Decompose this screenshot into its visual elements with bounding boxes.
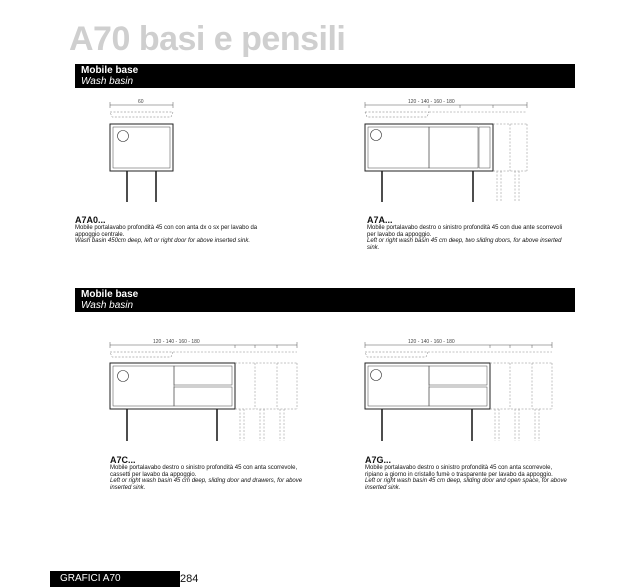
- page-title: A70 basi e pensili: [69, 20, 346, 58]
- footer-label: GRAFICI A70: [50, 571, 180, 587]
- item-description-en: Left or right wash basin 45 cm deep, sliding door and drawers, for above inserted sink.: [110, 478, 303, 491]
- drawing-a7a0: [105, 98, 185, 210]
- item-description-a7g: [365, 455, 570, 491]
- item-code: A7C...: [110, 455, 136, 465]
- section-header-title: Mobile base: [81, 289, 139, 300]
- item-code: A7G...: [365, 455, 392, 465]
- dimension-label: 120 - 140 - 160 - 180: [408, 99, 455, 105]
- item-description-it: Mobile portalavabo destro o sinistro profondità 45 con anta scorrevole, ripiano a giorno in cristallo fumè o trasparente per lavabo da appoggio.: [365, 465, 553, 478]
- item-description-en: Left or right wash basin 45 cm deep, two sliding doors, for above inserted sink.: [367, 238, 562, 251]
- section-header-subtitle: Wash basin: [81, 76, 134, 87]
- dimension-label: 120 - 140 - 160 - 180: [408, 339, 455, 345]
- item-description-a7a0: [75, 215, 280, 245]
- section-header-1: [75, 64, 575, 88]
- dimension-label: 60: [138, 99, 144, 105]
- page-number: 284: [180, 573, 199, 585]
- item-description-it: Mobile portalavabo destro o sinistro profondità 45 con anta scorrevole, cassetti per lavabo da appoggio.: [110, 465, 298, 478]
- item-description-en: Left or right wash basin 45 cm deep, sliding door and open space, for above inserted sink.: [365, 478, 567, 491]
- item-code: A7A0...: [75, 215, 106, 225]
- drawing-a7c: [105, 338, 305, 450]
- section-header-2: [75, 288, 575, 312]
- item-description-it: Mobile portalavabo destro o sinistro profondità 45 con due ante scorrevoli per lavabo da appoggio.: [367, 225, 563, 238]
- section-header-title: Mobile base: [81, 65, 139, 76]
- drawing-a7g: [360, 338, 560, 450]
- item-description-a7c: [110, 455, 315, 491]
- item-description-it: Mobile portalavabo profondità 45 con con anta dx o sx per lavabo da appoggio centrale.: [75, 225, 258, 238]
- item-description-a7a: [367, 215, 572, 251]
- item-code: A7A...: [367, 215, 393, 225]
- drawing-a7a: [360, 98, 535, 210]
- dimension-label: 120 - 140 - 160 - 180: [153, 339, 200, 345]
- section-header-subtitle: Wash basin: [81, 300, 134, 311]
- item-description-en: Wash basin 450cm deep, left or right door for above inserted sink.: [75, 238, 250, 245]
